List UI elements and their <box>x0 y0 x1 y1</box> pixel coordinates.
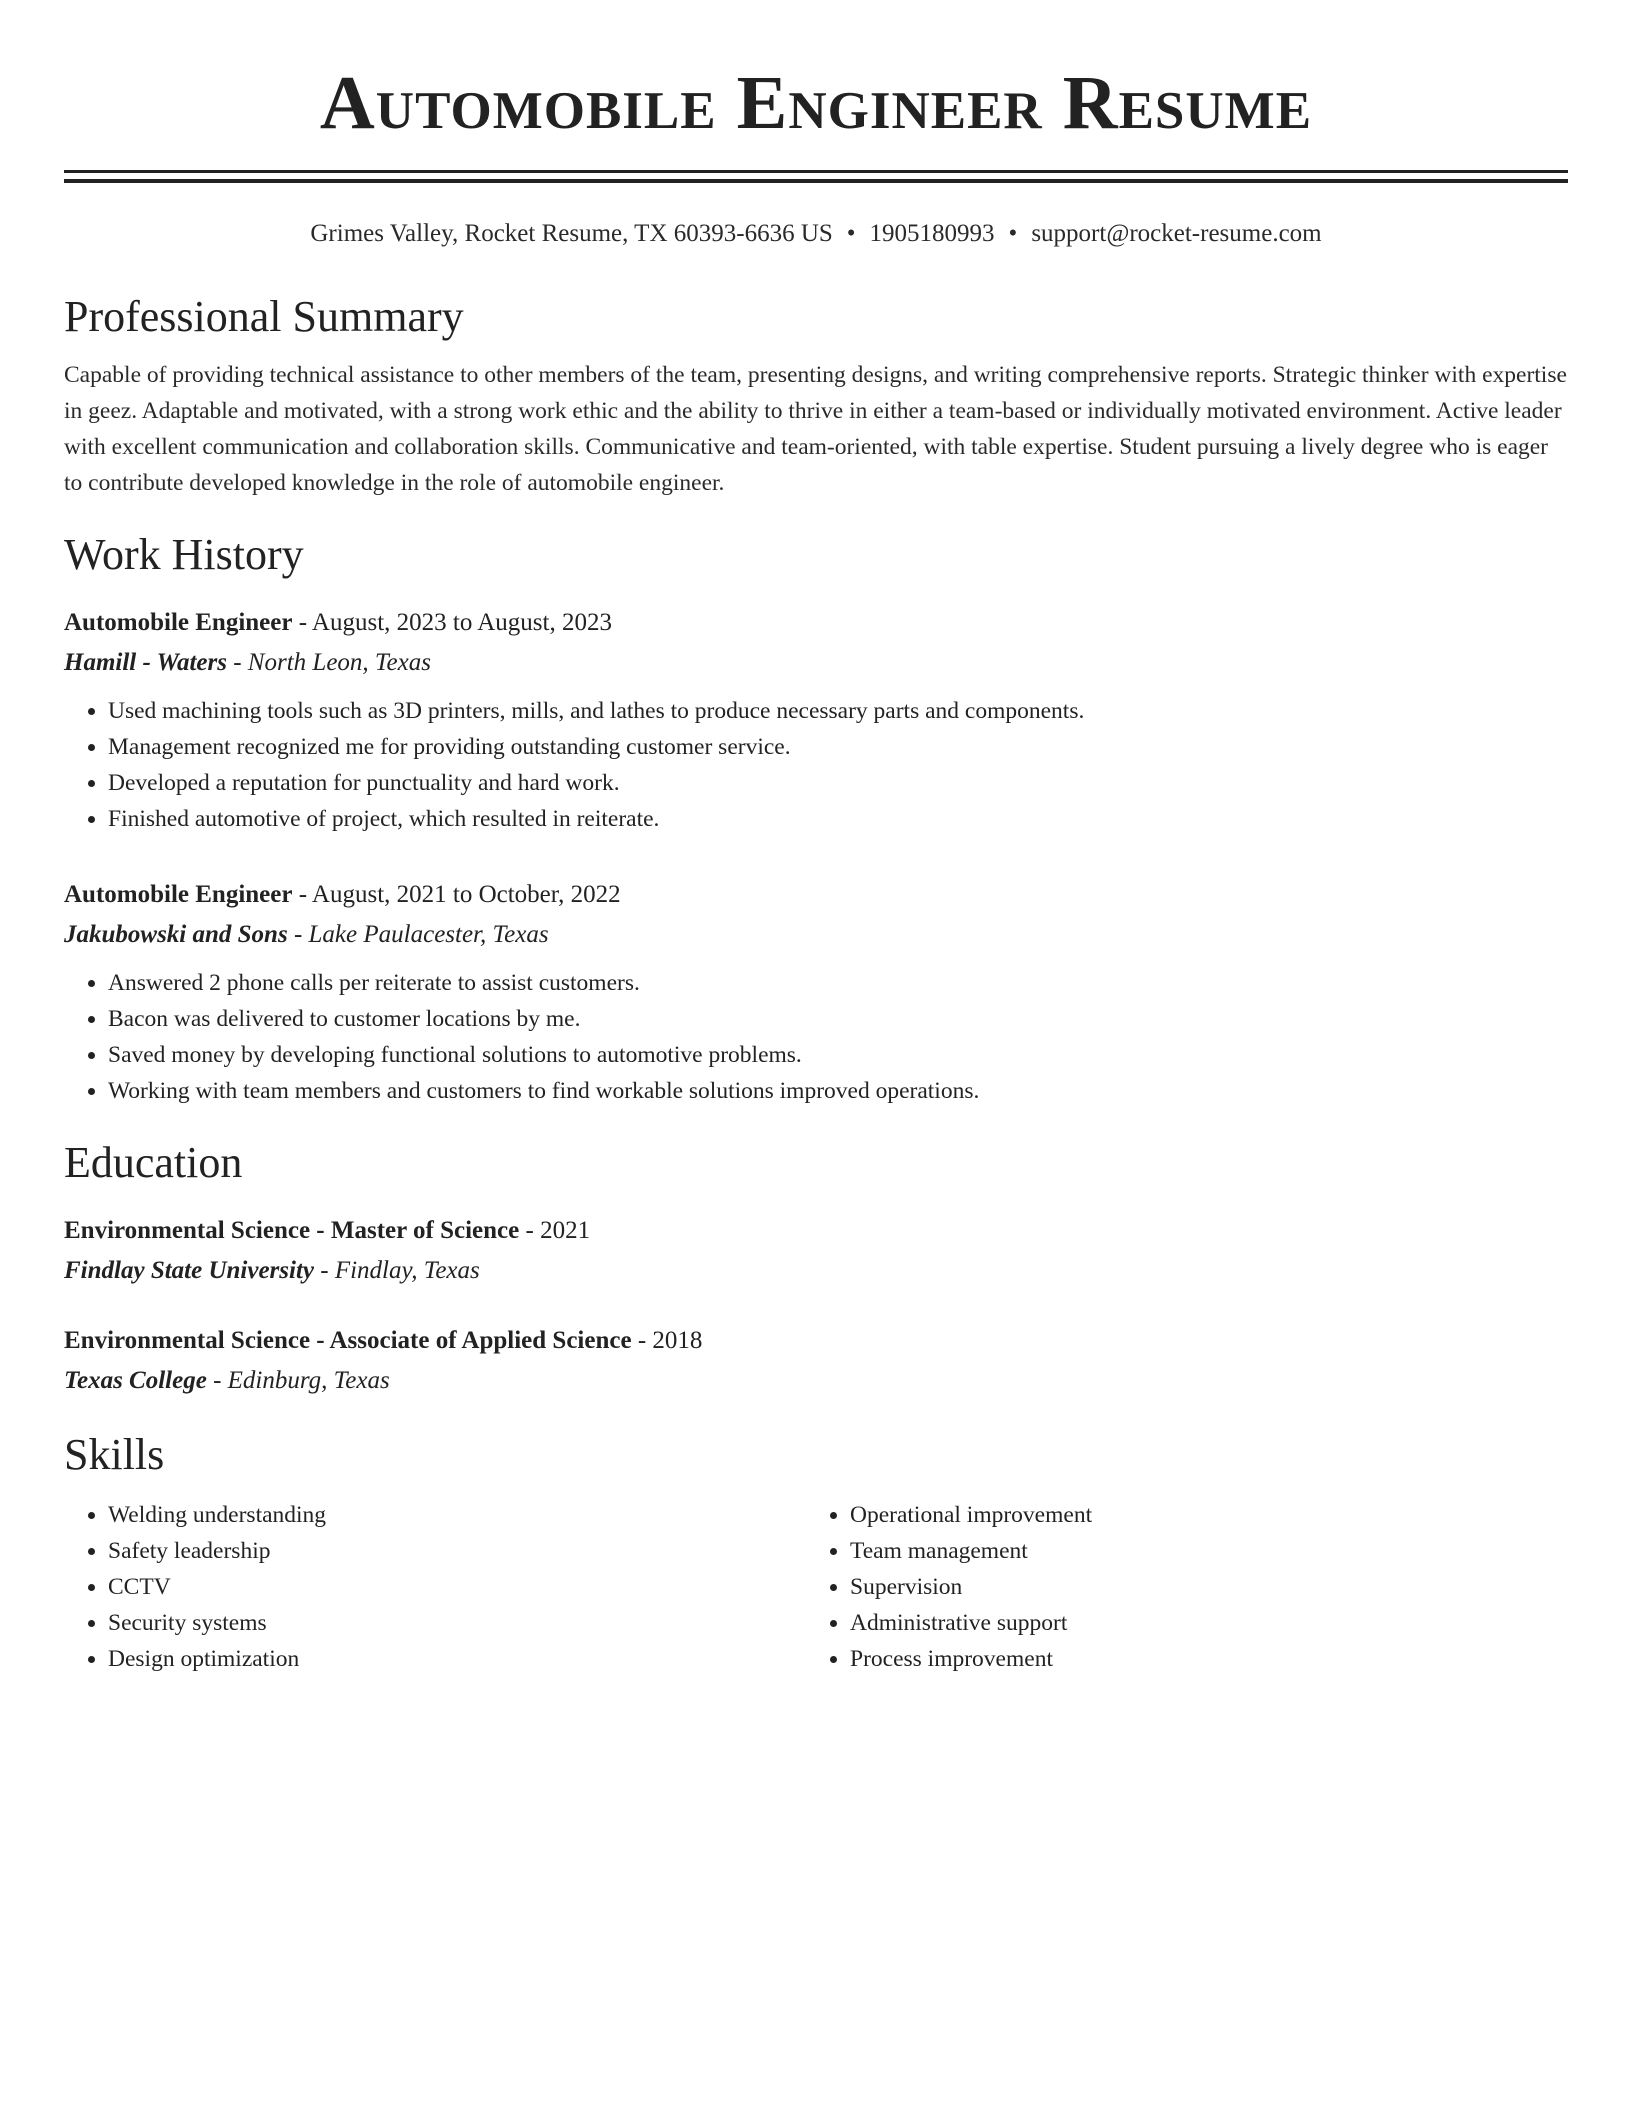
list-item: • Developed a reputation for punctuality and hard work. <box>108 765 1568 801</box>
summary-text: Capable of providing technical assistance to other members of the team, presenting designs, and writing comprehensive reports. Strategic thinker with expertise in geez. Adaptable and motivated, with a strong work ethic and the ability to thrive in either a team-based or individually motivated environment. Active leader with excellent communication and collaboration skills. Communicative and team-oriented, with table expertise. Student pursuing a lively degree who is eager to contribute developed knowledge in the role of automobile engineer. <box>64 362 1567 496</box>
contact-phone: 1905180993 <box>869 220 995 247</box>
divider-line-bottom <box>64 179 1568 183</box>
job-dates: - August, 2021 to October, 2022 <box>292 881 621 908</box>
job-company: Hamill - Waters <box>64 649 227 676</box>
resume-title: Automobile Engineer Resume <box>319 61 1313 145</box>
degree-name: Environmental Science - Associate of Applied Science <box>64 1327 632 1354</box>
school-location: - Edinburg, Texas <box>206 1367 390 1394</box>
degree-line <box>64 1211 1568 1251</box>
skills-column-right <box>806 1497 1548 1677</box>
skill-item: • Supervision <box>850 1569 1548 1605</box>
contact-address: Grimes Valley, Rocket Resume, TX 60393-6636 US <box>310 220 833 247</box>
section-heading-skills: Skills <box>64 1430 165 1479</box>
job-entry <box>64 875 1568 1109</box>
degree-year: - 2018 <box>631 1327 703 1354</box>
school-line <box>64 1251 1568 1291</box>
education-entry <box>64 1211 1568 1291</box>
school-name: Texas College <box>64 1367 207 1394</box>
skill-item: • Process improvement <box>850 1641 1548 1677</box>
job-bullets <box>64 965 1568 1109</box>
section-heading-summary: Professional Summary <box>64 292 464 341</box>
job-company-line <box>64 643 1568 683</box>
skill-item: • Welding understanding <box>108 1497 806 1533</box>
skill-item: • Security systems <box>108 1605 806 1641</box>
skill-item: • Administrative support <box>850 1605 1548 1641</box>
title-divider <box>64 170 1568 183</box>
skill-item: • CCTV <box>108 1569 806 1605</box>
contact-separator: • <box>1008 220 1018 247</box>
job-location: - North Leon, Texas <box>226 649 431 676</box>
school-name: Findlay State University <box>64 1257 314 1284</box>
contact-separator: • <box>846 220 856 247</box>
list-item: • Used machining tools such as 3D printers, mills, and lathes to produce necessary parts and components. <box>108 693 1568 729</box>
contact-email: support@rocket-resume.com <box>1031 220 1322 247</box>
skill-item: • Operational improvement <box>850 1497 1548 1533</box>
skill-item: • Safety leadership <box>108 1533 806 1569</box>
skills-column-left <box>64 1497 806 1677</box>
contact-line <box>64 217 1568 251</box>
section-heading-work-history: Work History <box>64 530 304 579</box>
job-title-line <box>64 875 1568 915</box>
list-item: • Bacon was delivered to customer locations by me. <box>108 1001 1568 1037</box>
degree-line <box>64 1321 1568 1361</box>
job-dates: - August, 2023 to August, 2023 <box>292 609 612 636</box>
school-line <box>64 1361 1568 1401</box>
job-company: Jakubowski and Sons <box>64 921 288 948</box>
job-entry <box>64 603 1568 837</box>
degree-year: - 2021 <box>519 1217 591 1244</box>
skill-item: • Team management <box>850 1533 1548 1569</box>
job-location: - Lake Paulacester, Texas <box>287 921 549 948</box>
list-item: • Finished automotive of project, which resulted in reiterate. <box>108 801 1568 837</box>
skill-item: • Design optimization <box>108 1641 806 1677</box>
job-title: Automobile Engineer <box>64 881 293 908</box>
job-bullets <box>64 693 1568 837</box>
job-title-line <box>64 603 1568 643</box>
job-company-line <box>64 915 1568 955</box>
skills-grid <box>64 1497 1568 1677</box>
job-title: Automobile Engineer <box>64 609 293 636</box>
education-entry <box>64 1321 1568 1401</box>
section-heading-education: Education <box>64 1138 243 1187</box>
degree-name: Environmental Science - Master of Science <box>64 1217 520 1244</box>
school-location: - Findlay, Texas <box>314 1257 480 1284</box>
list-item: • Answered 2 phone calls per reiterate to assist customers. <box>108 965 1568 1001</box>
list-item: • Saved money by developing functional solutions to automotive problems. <box>108 1037 1568 1073</box>
divider-line-top <box>64 170 1568 173</box>
list-item: • Management recognized me for providing outstanding customer service. <box>108 729 1568 765</box>
list-item: • Working with team members and customers to find workable solutions improved operations. <box>108 1073 1568 1109</box>
